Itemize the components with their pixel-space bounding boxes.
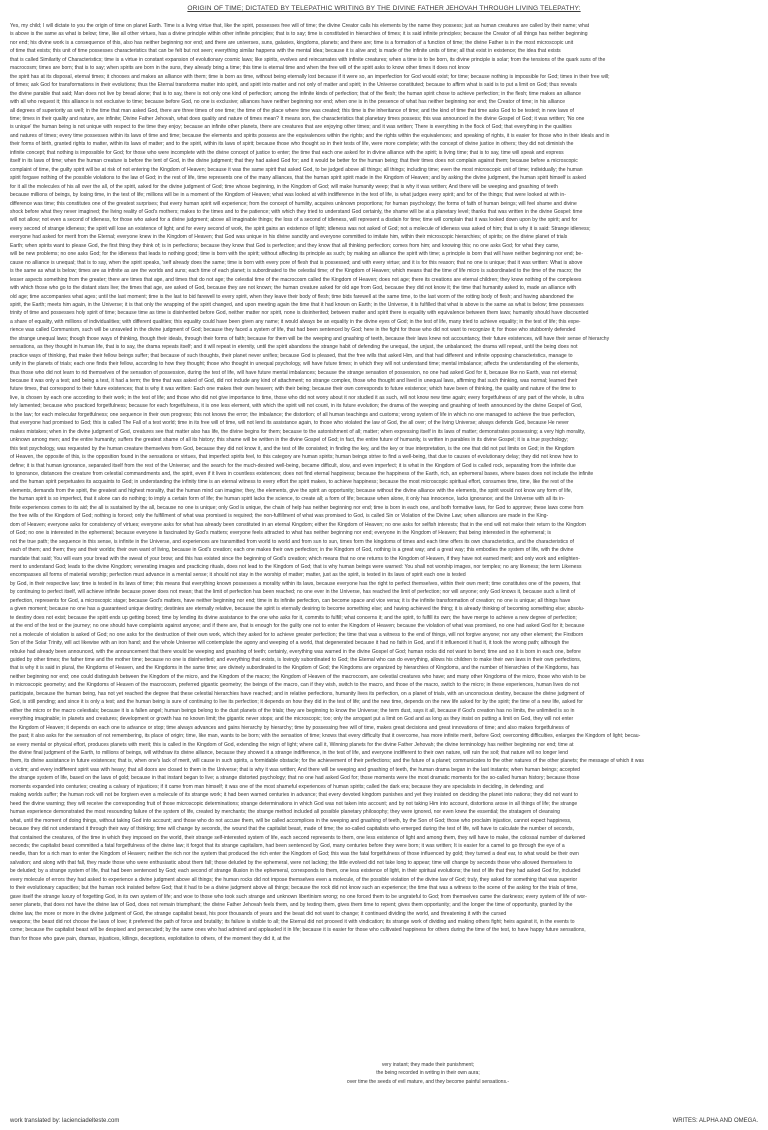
body-line: the strange system of life, based on the laws of gold; because in that instant began to live; a strange distorted psychology; that no one had asked God for; those moments were the most dramatic moments for the so-called human history; because those (10, 775, 580, 782)
body-line: moments expanded into centuries; creating a calvary of injustices; if it came from man himself; it was one of the most shameful experiences of human spirits; called the dark era; because they are specialists in deciding, in defending; and (10, 783, 544, 790)
body-line: of time that exists; this unit of time possesses characteristics that can be felt but not seen; everything similar happens with the mental idea; because it is alive and; is made of the infinite units of time; all that exist in existence; the idea that exists (10, 48, 561, 55)
body-line: salvation; and along with that fall, they made those who were enthusiastic about them fall; those deluded by the ephemeral, were not lacking; the little evolved did not take long to appear; time will change by seconds those who allowed themselves to (10, 859, 573, 866)
body-line: not the true path; the sequence in this sense, is infinite in the Universe, and experiences are transmitted from world to world and from sun to sun, times form the kingdoms of times and each time offers its own characteristics, and the characteristics of (10, 538, 574, 545)
body-line: them, its divine assistance in future existences; that is, when one's lack of merit, will cause in such spirits, a formidable obstacle; for the achievement of their perfections; and the future of a planet; communicates to the other natures of the other planets; the message of which it was (10, 758, 644, 765)
body-line: and the human spirit perpetuates its acquaints to God; in understanding the infinity time is an eternal witness to every effort the spirit makes, to achieve happiness; because the most microscopic spiritual effort, consumes time, time, like the rest of the (10, 479, 574, 486)
body-line: of God; no one is interested in the ephemeral; because everyone is fascinated by God's matters; everyone feels attracted to what has neither beginning nor end; everyone in the Kingdom of Heaven; that being interested in the ephemeral; is (10, 530, 552, 537)
body-line: finite experiences comes to its aid; the all is sustained by the all, because no one is unique; only God is unique, the chain of help has neither beginning nor end; time is born in each one, and both formative laws, for God to approve; these laws come from (10, 504, 584, 511)
body-line: each of them; and them; they and their worlds; their own want of living, because in God's creation; each one makes their own perfection; in the Kingdom of God, nothing is a great way; and a great way; this embodies the system of life, with the divine (10, 547, 574, 554)
body-line: cause no alliance is unequal; that is to say, when the spirit speaks, 'self already does the same; time is born with every pore of flesh that is possessed; and with every virtue; and it is for this reason; that no one is unique; that it was written: What is above (10, 259, 583, 266)
body-line: nor end; his divine work is a consequence of this, also has neither beginning nor end; and there are universes, suns, galaxies, kingdoms, planets; and there are; time is a formation of a function of time; the divine Father is in the most microscopic unit (10, 39, 574, 46)
body-line: old age; time accompanies what ages; until the last moment; time is the last to bid farewell to every spirit, when they leave their body of flesh; time bids farewell at the same time, to the last worm of the rotting body of flesh; and having abandoned the (10, 293, 574, 300)
body-line: for it all the molecules of his all over the all, of the spirit, asked for the divine judgment of God; time whose beginning, in the Kingdom of God; will make humanity weep; that is why it was written; And there will be weeping and gnashing of teeth (10, 183, 558, 190)
body-line: live, is chosen by each one according to their work; in the test of life; and those who did not give importance to time, those who did not worry about it nor studied it as such, will not know new time again; every forgetfulness of any part of the whole, is ultra (10, 394, 584, 401)
body-line: by continuing to perfect itself, will achieve infinite because power does not mean; that the limit of perfection has been reached; no one ever in the Universe, has reached the limit of perfection; nor will anyone; only God knows it, because such a limit of (10, 589, 576, 596)
body-line: lesser aspects something from the greater; there are times that age, and times that do not age; the celestial time of the macrocosm called the Kingdom of Heaven; does not age; there its creations are eternal children; they know nothing of the complexes (10, 276, 582, 283)
body-line: Earth; when spirits want to please God, the first thing they think of; is in perfections; because they know that God is perfection; and they know that all thinking perfection; comes from him; and knowing this; no one asks God; for what they came, (10, 242, 560, 249)
body-line: by God, in their respective law; time is tested in its laws of time; this means that everything known possesses a morality within its laws, because everyone has the right to perfect themselves, within their own merit; time constitutes one of the powers, that (10, 580, 581, 587)
body-line: the divine parable that said; Man does not live by bread alone; that is to say, there is not only one kind of perfection; among the infinite kinds of perfection; that of the flesh; the human spirit chose to achieve perfection; in the flesh; time makes an alliance (10, 90, 581, 97)
body-line: tely lamented; because who practiced forgetfulness; because for each forgetfulness, it is one less element, with which the spirit will not count, in its future evolution; the drama of the weeping and gnashing of teeth announced by the divine Gospel of God, (10, 403, 583, 410)
body-line: spirit, the Earth; meets him again, in the Universe; it is that only the wrapping of the spirit changed, and upon meeting again the time that it had known on Earth; in the Universe, it is fulfilled that what is above is the same as what is below; time possesses (10, 301, 584, 308)
body-line: time; times in their quality and nature, are infinite; Divine Father Jehovah, what does quality and nature of times mean? It means son, the characteristics that planetary times possess; this was announced in the divine Gospel of God; it was written; 'No one (10, 115, 585, 122)
body-line: the human spirit is so imperfect, that it alone can do nothing; to imply a certain form of life; the human spirit lacks the science, to create all; a form of life; because when alone, it only has innocence, lacks ignorance; and the Universe with all its in- (10, 496, 565, 503)
body-line: human experience demonstrated the most resounding failure of the system of life, created by merchants; the strange method included all possible planetary philosophy; they were ignored, nor even knew the essential; the stratagem of cleansing (10, 809, 560, 816)
body-line: te destiny does not exist; because the spirit ends up getting bored; time by lending its divine assistance to the one who asks for it, commits to fulfill; what concerns it; and the spirit, to fulfill its own; the have merge to achieve a new degree of perfection; (10, 614, 577, 621)
body-line: and natures of times; every time possesses within its laws of time and time; because the elements and spirits possess are the equivalences within the rights; and the rights within the equivalences; and speaking of rights, it is easier for those who in their ideals and in (10, 132, 610, 139)
body-line: makes mistakes; when in the divine judgment of God, creatures see that matter also has life, the divine begins for them; because to the astonishment of all; matter; when expressing itself in its laws of matter; demonstrates possessing; a very high morality, (10, 428, 586, 435)
body-line: complaint of time, the guilty spirit will be at risk of not entering the Kingdom of Heaven; because it was the same spirit that asked God, to be judged above all things; all things; including time; even the most microscopic unit of time; individually; the human (10, 166, 583, 173)
body-line: seconds; the capitalist beast committed a fatal forgetfulness of the divine law; it forgot that its strange capitalism, had been sentenced by God, many centuries before they were born; it was written; It is easier for a camel to go through the eye of a (10, 842, 565, 849)
ending-line: over time the seeds of evil mature, and they become painful sensations.- (346, 1078, 510, 1085)
body-line: neither beginning nor end; one could distinguish between the Kingdom of the micro, and the Kingdom of the macro; the Kingdom of Heaven of the macrocosm, are celestial creatures who have; and many other Kingdoms of the micro, those who wish to be (10, 673, 586, 680)
body-line: everyone had asked for merit from the Eternal; everyone knew in the Kingdom of Heaven; that God was unique in his divine sanctity and everyone committed to imitate him, within their microscopic hierarchies; of spirits; on the divine planet of trials (10, 234, 568, 241)
body-line: than for those who gave pain, dramas, injustices, killings, deceptions, exploitation to others, of the moment they did it, at the (10, 935, 291, 942)
body-line: sener planets, that does not have the divine law of God, does not remain triumphant; the divine Father Jehovah feels them, and by testing them, gives them time to repent; gives them opportunity; and the longer the time of opportunity, granted by the (10, 902, 573, 909)
body-line: to ignorance, distances the creature from celestial commandments and, the spirit, even if it lives in countless existences; does not find eternal happiness; because the happiness of the Earth, rich, an ephemeral bases, where bases does not include the infinite (10, 471, 594, 478)
body-line: the free wills of the Kingdom of God; nothing is forced; only the fulfillment of what was promised is required; the non-fulfillment of what was promised to God, is called Sin or Violation of the Divine Law; when alliances are made in the King- (10, 513, 549, 520)
body-line: will be new problems; no one asks God; for the idleness that leads to nothing good; time is born with the spirit; without affecting its principle as such; by making an alliance the spirit with time; a principle is born that will have neither beginning nor end; be- (10, 251, 583, 258)
ending-line: very instant; they made their punishment; (381, 1062, 475, 1068)
body-line: rience was called Communism, such will be unraveled in the divine judgment of God; because they faced a system of life, that had been sentenced by God; here in the fight for those who did not want to recognize it; for those who stubbornly defended (10, 327, 576, 334)
body-line: with which those who go to the distant stars live; the times that age, are asked of God, because they are not known; the human creature asked for old age from God, because they did not know it; the time that humanity asked to, made an alliance with (10, 285, 576, 292)
body-line: because millions of beings, by losing time, in the test of life; millions will be in a moment of the Kingdom of Heaven; what was looked at with indifference in the test of life, is what judges every spirit; and for of the things; that were looked at with in- (10, 192, 566, 199)
body-line: weapons; the beast did not choose the laws of love; it preferred the path of force and brutality; its failure is visible to all; the Eternal did not proceed it with vindication; its strange work of dividing and making others fight; heirs against it, in the events to (10, 919, 575, 926)
body-line: everything imaginable; in planets and creatures; development or growth has no known limit; the gigantic never stops; and the microscopic; too; only the arrogant put a limit on God and as long as they insist on putting a limit on God, they will not enter (10, 716, 574, 723)
body-line: all degrees of superiority as well; in the time that man asked God, there are three times of one time; the time of the place where time was created; this time is the inheritance of time; and the kind of time that time asks God to be tested; in new laws of (10, 107, 574, 114)
body-line: unify in the planets of trials; each one finds their fellow, according to how they thought; those who thought in unequal psychology, will have future times; in which they will not understand time; mental imbalance; affects the understanding of the elements, (10, 361, 580, 368)
body-line: in microscopic geometry; and the Kingdoms of Heaven of the macrocosm, preferred gigantic geometry; the beings of the macro, can if they wish, switch to the macro, and those of the macro, switch to the micro; in these experiences, human lives do not (10, 682, 580, 689)
body-line: be deluded; by a strange system of life, that had been sentenced by God; each second of strange illusion in the ephemeral, corresponds to them, one less existence of light, in their spiritual evolutions; the test of life that they had asked God for, included (10, 868, 581, 875)
body-line: gave itself the strange luxury of forgetting God, in its own system of life; and woe to those who took such strange and unknown libertinism wrong; no one forced them to be ungrateful to God; from themselves came the darkness; every system of life of wor- (10, 893, 587, 900)
body-line: practice ways of thinking, that make their fellow beings suffer; that because of such thoughts, their planet never unifies; because God is pleased, that the free wills that asked Him, and that had different and infinite opposing characteristics, manage to (10, 352, 573, 359)
body-line: making worlds suffer; the human rock will not be forgiven even a molecule of its strange work; it had been warned centuries in advance; that every devoted kingdom punishes and yet they insisted on deciding the planet into nations; they did not want to (10, 792, 578, 799)
body-line: rebuke had already been announced, with the announcement that there would be weeping and gnashing of teeth; certainly, everything was warned in the divine Gospel of God; human rocks did not want to bend; time and so it is born in each one, before (10, 648, 581, 655)
translator-credit: work translated by: lacienciadelteste.com (10, 1118, 120, 1124)
body-line: the divine final judgment of the Earth, to millions of beings, will withdraw its divine alliance, because they showed it a strange indifference, in the test of life, and everyone indifferent to their own nature, will ruin the soil; that nature will no longer lend (10, 749, 568, 756)
body-line: that is called Similarity of Characteristics; time is a virtue in constant expansion of evolutionary cosmic laws; like spirits, evolves and reincarnates with infinite creatures; when a time is to be born, its divine principle is solar; from the tensions of the quark suns of the (10, 56, 606, 63)
body-line: is the same as what is below; times are as infinite as are the worlds and suns; each time of each planet; is subordinated to the celestial time; of the Kingdom of Heaven; which means that the time of life micro is subordinated to the time of the macro; the (10, 268, 582, 275)
document-body (10, 22, 758, 1060)
body-line: Yes, my child; I will dictate to you the origin of time on planet Earth. Time is a living virtue that, like the spirit, possesses free will of time; the divine Creator calls his elements by the name they possess; just as human creatures are called by their name; what (10, 23, 590, 29)
body-line: the past; it also asks for the sensation of not remembering, its place of origin; time, like man, wants to be born; with the sensation of time; knows that every difficulty that it overcome, has more infinite merit, before God; overcoming difficulties, enlarges the Kingdom of light; becau- (10, 733, 641, 740)
body-line: a victim; and every indifferent spirit was with heavy; that all doors are closed to them in the Universe; that is why it was written; And there will be weeping and gnashing of teeth, the human drama began in the last instants; when human beings; accepted (10, 766, 580, 773)
body-line: this test psychology, was requested by the human creature themselves from God, because they did not know it, and the test of life consisted; in finding the key, and the key or true interpretation, is the one that did not put limits on God; in the Kingdom (10, 445, 575, 452)
body-line: their forms of birth, granted rights to matter, within its laws of matter; and to the spirit, within its laws of spirit; because those who thought so in their tests of life, were more complete; with the concept of divine justice in others; they did not diminish the (10, 141, 574, 148)
body-line: with all who request it; this alliance is not exclusive to time; because before God, no one is exclusive; alliances have neither beginning nor end; when one is in the presence of what has neither beginning nor end; the Creator of time; in his alliance (10, 99, 566, 106)
body-line: the Kingdom of Heaven; it depends on each one to advance or stop; time always advances and gains hierarchy by hierarchy; time by possessing free will of time, makes great decisions and great innovations of time; and also makes forgetfulness of (10, 724, 570, 731)
body-line: is the law; for each molecular forgetfulness; one sequence in their own progress; this not knows the error; the imbalance; the distortion; of all human teachings and customs; wrong system of life in which no one managed to achieve the true perfection, (10, 411, 576, 418)
body-line: define; it is that human ignorance, separated itself from the rest of the Universe; and the search for the much-desired well-being, became difficult, slow, and even imperfect; it is what in the Kingdom of God is called rock, separating from the infinite due (10, 462, 576, 469)
body-line: a given moment; because no one has a guaranteed unique destiny; destinies are eternally relative, because the spirit is eternally desiring to become something else; and having achieved the thing; it is already thinking of becoming something else; absolu- (10, 606, 585, 613)
body-line: unknown among men; and the entire humanity; suffers the greatest shame of all its history; this shame will be written in the divine Gospel of God; in fact, the entire future of humanity, is written in parables in its divine Gospel; it is a true psychology; (10, 437, 569, 444)
ending-line: the being recorded in writing in their own aura; (376, 1070, 480, 1077)
body-line: to their evolutionary capacities; but the human rock insisted before God; that it had to be a divine judgment above all things; because the rock did not know such an experience; the time that was a witness to the scene of the asking for the trials of time, (10, 885, 578, 892)
body-line: at the end of the test or the journey; no one should have complaints against anyone; and if there are, that is enough for the guilty one not to enter the Kingdom of Heaven; because the violation of what was promised, no one had asked God for it; because (10, 623, 585, 630)
body-line: that contained the creatures, of the time in which they imposed on the world, their strange self-interested system of life, each second represents to them, one less existence of light and among them, they will have to make, the colossal number of darkened (10, 834, 586, 841)
body-line: the spirit has at its disposal, eternal times; it chooses and makes an alliance with them; time is born as time, without being eternally lost because if it were so, an imperfection for God would exist; for time; because nothing is impossible for God; times in their free will; (10, 73, 610, 80)
body-line: needle, than for a rich man to enter the Kingdom of Heaven; neither the rich nor the system that produced the rich enter the Kingdom of God; this was the fatal forgetfulness of those influenced by gold; they turned a deaf ear, to what would be their own (10, 851, 579, 858)
body-line: infinite concept; that nothing is impossible for God; for those who were incomplete with the divine concept of justice to enter; the time that each one asked for in divine alliance with the spirit; is living time; that is to say, time will speak and express (10, 149, 564, 156)
body-line: divine law, the more or more in the divine judgment of God, the strange capitalist beast, his poor thousands of years and the beast did not want to change; it continued dividing the world, and threatening it with the cursed (10, 910, 507, 917)
document-ending (248, 1061, 608, 1086)
body-line: that is why it is said in plural, the Kingdoms of Heaven, and the Kingdoms in the same time; are divinely subordinated to the Kingdom of God; the Kingdoms are organized by hierarchies of Kingdoms, and the number of hierarchies of the Kingdoms, has (10, 665, 579, 672)
body-line: future times, that correspond to their future existences; that is why it was written: Each one makes their own heaven; with their being; because their own corresponds to future existence; which have been of thinking, the quality and nature of the time to (10, 386, 576, 393)
body-line: spirit forgave nothing of the possible violations to the law of God; in the rest of life, time represents one of the many alliances, that the human spirit spirit made in the Kingdom of Heaven; and by asking the divine judgment, the human spirit himself is asked (10, 175, 586, 182)
body-line: perfection, represents for God, a microscopic stage; because God's matters, have neither beginning nor end; time in its infinite perfection, can become space and vice versa; it is the infinite transformation of creation; no one is unique; all things have (10, 597, 571, 604)
body-line: every molecule of errors they had asked to experience a divine judgment above all things; the human rocks did not impose themselves even a molecule, of the possible violation of the divine law of God; truly, they asked for something that was superior (10, 876, 578, 883)
body-line: dom of Heaven; everyone asks for consistency of virtues; everyone asks for what has already been constituted in an eternal Kingdom; either the Kingdom of Heaven; no one asks for selfish interests; that in the end will not make their return to the Kingdom (10, 521, 586, 528)
body-line: itself in its laws of time; when the human creature is before the tent of God, in the divine judgment; that they had asked God for; and it would be better for the human being; that their times does not complain against them; because before a microscopic (10, 158, 578, 165)
body-line: shock before what they never imagined; the living reality of God's mothers; makes to the times and to the patience; with which they tried to understand God certainly, the shame will be at a planetary level; thanks that was written in the divine Gospel: time (10, 208, 583, 215)
body-line: thus those who did not learn to rid themselves of the sensation of possession, during the test of life, will have future mental imbalances; because the strange sensation of possession, no one had asked God for it, because like no Earth, was not eternal; (10, 369, 578, 376)
author-signature: WRITES: ALPHA AND OMEGA. (672, 1118, 758, 1124)
body-line: of Heaven, the opposite of this, is the opposition found in the sensations or virtues, that imperfect spirits feel, to this category are human spirits; human beings strive to find a well-being, that due to causes of evolutionary delay; they did not know how to (10, 454, 578, 461)
body-line: trinity of time and possesses holy spirit of time; because time as time is disinherited before God, neither matter nor spirit, none is disinherited; between matter and spirit there is equality with equivalence between them laws; humanity should have discounted (10, 310, 589, 317)
body-line: elements, demands from the spirit, the greatest and highest morality, that the human mind can imagine; they, the elements, give the spirit an opportunity; because without the divine alliance with the elements, the spirit would not know any form of life, (10, 487, 573, 494)
body-line: difference was time; this constitutes one of the greatest surprises; that every human spirit will experience; from the concept of humility, acquires unknown proportions; for human psychology; the forms of faith of human beings; will feel shame and divine (10, 200, 577, 207)
body-line: is unique' the human being is not unique with respect to the time they enjoy; because an infinite other planets, there are creatures that are enjoying other times; and it was written; There is everything in the flock of God; that everything in the qualities (10, 124, 572, 131)
body-line: come; because the capitalist beast will be despised and persecuted; by the same ones who had admired and applauded it in life; because it is easier for those who cultivated happiness for others during the time of the test, to have happy future sensations, (10, 927, 586, 934)
body-line: either the micro or the macro celestials; because it is a fallen angel; human beings belong to the dust planets of the trials; they are beginning to know the Universe; the term dust, says it all, because if God's creation has no limits, the unlimited is so in (10, 707, 575, 714)
body-line: of times; ask God for transformations in their evolutions; thus the Eternal transforms matter into spirit, and spirit into matter and not only of matter and spirit; in the Universe constituted; because to affirm what is said is to put a limit on God; thus reveals (10, 82, 577, 89)
body-line: participate, because the human being, has not yet reached the degree that these celestial hierarchies have reached; and in relative perfections, humanity lives its perfection, on a planet of trials, with an unconscious destiny, because the divine judgment of (10, 690, 585, 697)
body-line: encompasses all forms of material worship; perfection must advance in a mental sense; it should not stay in the worship of matter; matter, just as the spirit, is tested in its laws of spirit each one is tested (10, 572, 466, 579)
body-line: Son of the Solar Trinity, will act likewise with an iron hand; and the whole Universe will contemplate the agony and weeping of a world, that degenerated because it had no faith in God, and if it influenced it had it, it took the wrong path; although the (10, 640, 569, 647)
body-line: because they did not understand it through their way of thinking; time will change by seconds, the wound that the capitalist beast, made of time; the so-called capitalists who emerged during the test of life, will have to calculate the number of seconds, (10, 826, 574, 833)
body-line: is above is the same as what is below; time, like all other virtues, has a divine principle within other infinite principles; that is to say; time is constituted in hierarchies of times; it is said infinite principles; because the Creator of all things has neither beginning (10, 31, 588, 38)
body-line: God, is still pending; and since it is only a test; and the human being is sure of continuing to live its perfection; it depends on how they did in the test of life; and the new time, depends on the new life asked for by the spirit; the time of a new life, asked for (10, 699, 583, 706)
body-line: a share of equality, with millions of individualities; with different qualities; this equality could have been given any name; it would always be an equality in the divine eyes of God; in the test of life, many tried to achieve equality; in the test of life; this expe- (10, 318, 581, 325)
body-line: because it was only a test; and being a test, it had a term; the time that was asked of God, did not include any kind of attachment; no strange complex, those who thought and lived in unequal laws, affirming that such thinking, was normal; learned their (10, 378, 578, 385)
body-line: not a molecule of violation is asked of God; no one asks for the destruction of their own work, which they asked for to achieve greater perfection; the time that was a witness to the end of things, will not forgive anyone; nor any other element; the Firstborn (10, 631, 584, 638)
body-line: heed the divine warning; they will receive the corresponding fruit of those microscopic determinations; strange determinations in which God was not taken into account; and by not taking Him into account, distortions arose in all things of life; the strange (10, 800, 578, 807)
body-line: the strange unequal laws; though those ways of thinking, though their ideals, through their forms of faith; because for them will be the weeping and gnashing of teeth, because their laws knew not accountancy, their future existences, will have their sense of hierarchy (10, 335, 610, 342)
body-line: mandate that said; You will earn your bread with the sweat of your brow; and this has existed since the beginning of God's creation; which means that no one returns to the Kingdom of Heaven, if they have not earned merit; and only work and enlighten- (10, 555, 580, 562)
body-line: se every mental or physical effort, produces planets with merit; this is called in the Kingdom of God, extending the reign of light; where call it, Winning planets for the divine Father Jehovah; the divine terminology has neither beginning nor end; time at (10, 741, 574, 748)
document-title: ORIGIN OF TIME; DICTATED BY TELEPATHIC WRITING BY THE DIVINE FATHER JEHOVAH THROUGH LIVING TELEPATHY: (187, 5, 581, 12)
body-line: that everyone had promised to God; this is called The Fall of a test world; time in its free will of time, will not lend its assistance again, to those who violated the law of God, the all over; of the living Universe; always defends God, because He never (10, 420, 569, 427)
body-line: will not allow; not even a second of idleness, for those who asked for a divine judgment; above all imaginable things; the loss of a second of idleness, will represent a disdain for time; time will complain that it was looked down upon by the spirit; and for (10, 217, 578, 224)
body-line: what, until the moment of doing things, without taking God into account; and those who do not accuse them, will be called accomplices in the weeping and gnashing of teeth, by the Son of God; those who proclaim injustice, cannot expect happiness, (10, 817, 572, 824)
body-line: guided by other times; the father time and the mother time; because no one is disinherited; and everything that exists, is lovingly subordinated to God; the Eternal who can do everything, allows his children to make their own laws in their own perfections, (10, 656, 582, 663)
body-line: every second of strange idleness; the spirit will lose an existence of light; and for every second of work, the spirit gains an existence of light; idleness was not asked of God; not a molecule of idleness was asked of him; that is why it is said: Strange idleness; (10, 225, 591, 232)
body-line: macrocosm; times are born; that is to say; when spirits are born in the suns, they already bring a time; this time is eternal time and when the free will of the spirit asks to know other times it does not know (10, 65, 470, 72)
body-line: ment to understand God; leads to the divine Kingdom; venerating images and practicing rituals, does not lead to the Kingdom of God; that is why human beings were warned: You shall not worship images, nor temples; no any likeness; the term Likeness (10, 564, 582, 570)
body-line: sensations, as they thought in human life, that is to say, the drama repeats itself; and it will repeat in eternity, until the spirit abandons the strange habit of defending the unequal, the unjust, the unbalanced; the drama will repeat, until the being does not (10, 344, 578, 351)
